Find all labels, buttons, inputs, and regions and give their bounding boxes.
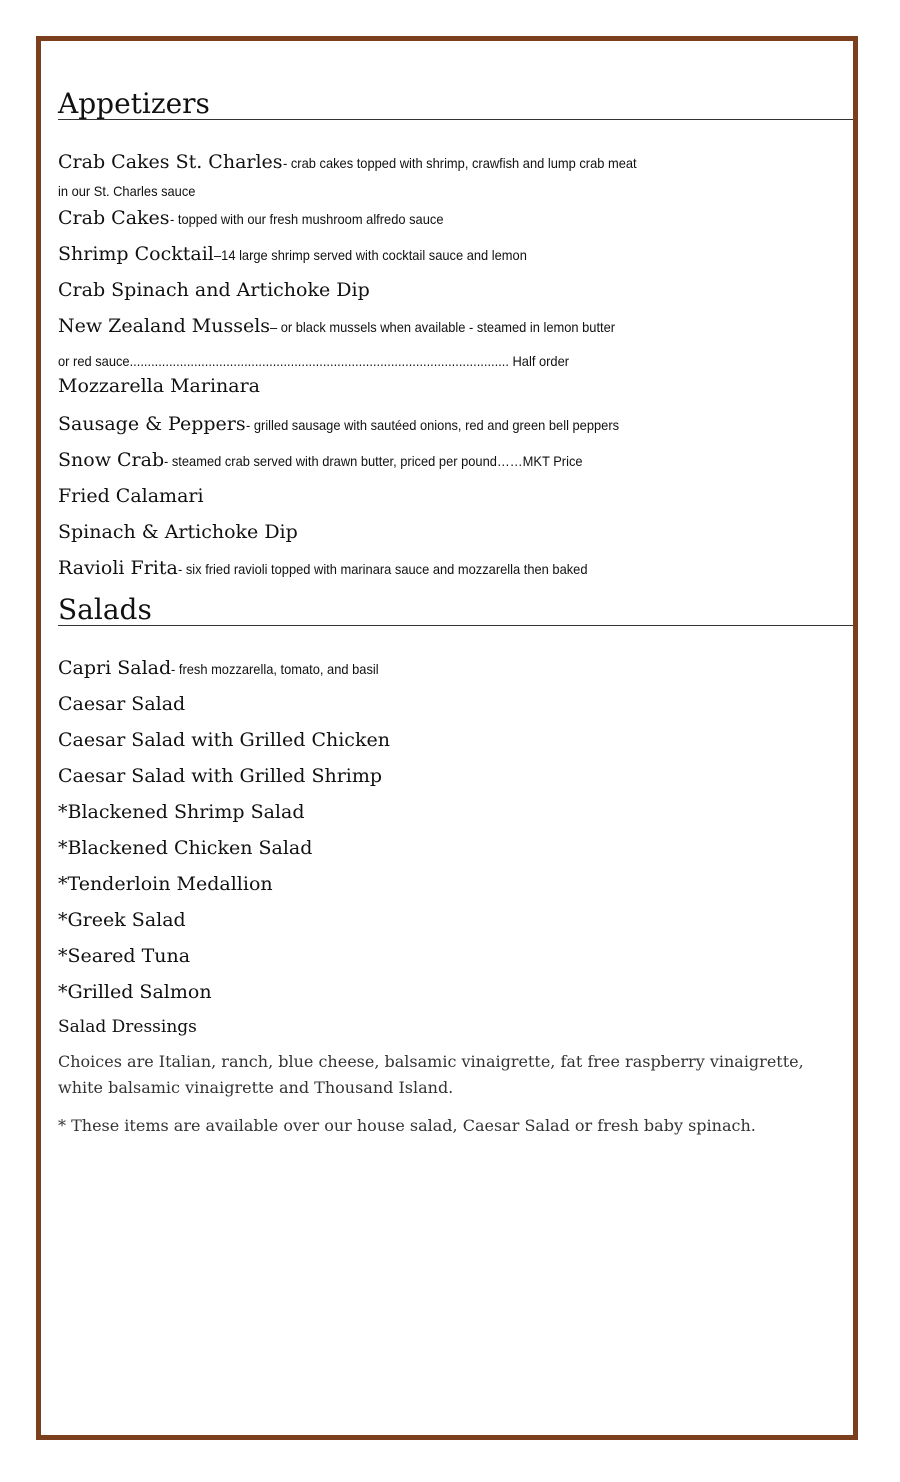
menu-item-tenderloin-medallion [58, 873, 273, 895]
item-desc: - crab cakes topped with shrimp, crawfish and lump crab meat [282, 155, 637, 171]
item-desc: – or black mussels when available - steamed in lemon butter [270, 319, 616, 335]
item-name: Crab Cakes St. Charles [58, 151, 283, 173]
item-name: *Blackened Shrimp Salad [58, 801, 305, 823]
menu-page-frame [36, 36, 858, 1440]
menu-item-blackened-shrimp-salad [58, 801, 305, 823]
salads-title: Salads [58, 595, 853, 626]
item-desc: - six fried ravioli topped with marinara sauce and mozzarella then baked [177, 561, 588, 577]
item-name: Crab Spinach and Artichoke Dip [58, 279, 370, 301]
salad-dressings-heading: Salad Dressings [58, 1017, 197, 1037]
item-name: *Tenderloin Medallion [58, 873, 273, 895]
menu-item-seared-tuna [58, 945, 190, 967]
item-name: *Seared Tuna [58, 945, 191, 967]
item-name: Capri Salad [58, 657, 172, 679]
menu-item-grilled-salmon [58, 981, 212, 1003]
item-name: Shrimp Cocktail [58, 243, 214, 265]
item-name: Sausage & Peppers [58, 413, 246, 435]
appetizers-title: Appetizers [58, 89, 853, 120]
menu-item-snow-crab [58, 449, 619, 471]
menu-item-crab-cakes-st-charles [58, 151, 667, 173]
salad-dressings-text: Choices are Italian, ranch, blue cheese, balsamic vinaigrette, fat free raspberry vinaigrette, white balsamic vinaigrette and Thousand Island. [58, 1052, 804, 1097]
item-name: Caesar Salad [58, 693, 186, 715]
salad-footnote: * These items are available over our house salad, Caesar Salad or fresh baby spinach. [58, 1116, 756, 1135]
menu-item-desc-continued [58, 183, 207, 201]
menu-item-caesar-grilled-chicken [58, 729, 390, 751]
menu-item-blackened-chicken-salad [58, 837, 312, 859]
menu-item-shrimp-cocktail [58, 243, 554, 265]
item-name: Fried Calamari [58, 485, 204, 507]
item-desc: - grilled sausage with sautéed onions, red and green bell peppers [245, 417, 619, 433]
menu-item-caesar-grilled-shrimp [58, 765, 382, 787]
menu-item-caesar-salad [58, 693, 185, 715]
menu-item-greek-salad [58, 909, 186, 931]
item-desc-cont: in our St. Charles sauce [58, 183, 196, 199]
item-desc: - steamed crab served with drawn butter, priced per pound……MKT Price [164, 453, 583, 469]
menu-item-capri-salad [58, 657, 397, 679]
item-desc: - fresh mozzarella, tomato, and basil [171, 661, 379, 677]
appetizers-section [58, 89, 853, 120]
menu-item-mozzarella-marinara [58, 375, 260, 397]
item-desc-cont: or red sauce.......................................................................................................... Half order [58, 353, 570, 369]
item-name: Crab Cakes [58, 207, 170, 229]
menu-item-new-zealand-mussels [58, 315, 645, 337]
item-name: *Blackened Chicken Salad [58, 837, 313, 859]
item-name: New Zealand Mussels [58, 315, 271, 337]
item-name: Mozzarella Marinara [58, 375, 261, 397]
item-name: Caesar Salad with Grilled Chicken [58, 729, 390, 751]
salads-section [58, 595, 853, 626]
menu-item-fried-calamari [58, 485, 204, 507]
item-name: Spinach & Artichoke Dip [58, 521, 298, 543]
menu-item-sausage-peppers [58, 413, 651, 435]
menu-item-crab-cakes [58, 207, 467, 229]
menu-item-spinach-artichoke-dip [58, 521, 298, 543]
item-desc: –14 large shrimp served with cocktail sauce and lemon [213, 247, 527, 263]
item-name: Snow Crab [58, 449, 165, 471]
menu-item-ravioli-frita [58, 557, 623, 579]
menu-item-crab-spinach-artichoke-dip [58, 279, 370, 301]
menu-item-desc-continued [58, 353, 613, 371]
item-name: *Grilled Salmon [58, 981, 212, 1003]
item-name: Ravioli Frita [58, 557, 178, 579]
item-desc: - topped with our fresh mushroom alfredo sauce [169, 211, 444, 227]
item-name: *Greek Salad [58, 909, 186, 931]
item-name: Caesar Salad with Grilled Shrimp [58, 765, 383, 787]
